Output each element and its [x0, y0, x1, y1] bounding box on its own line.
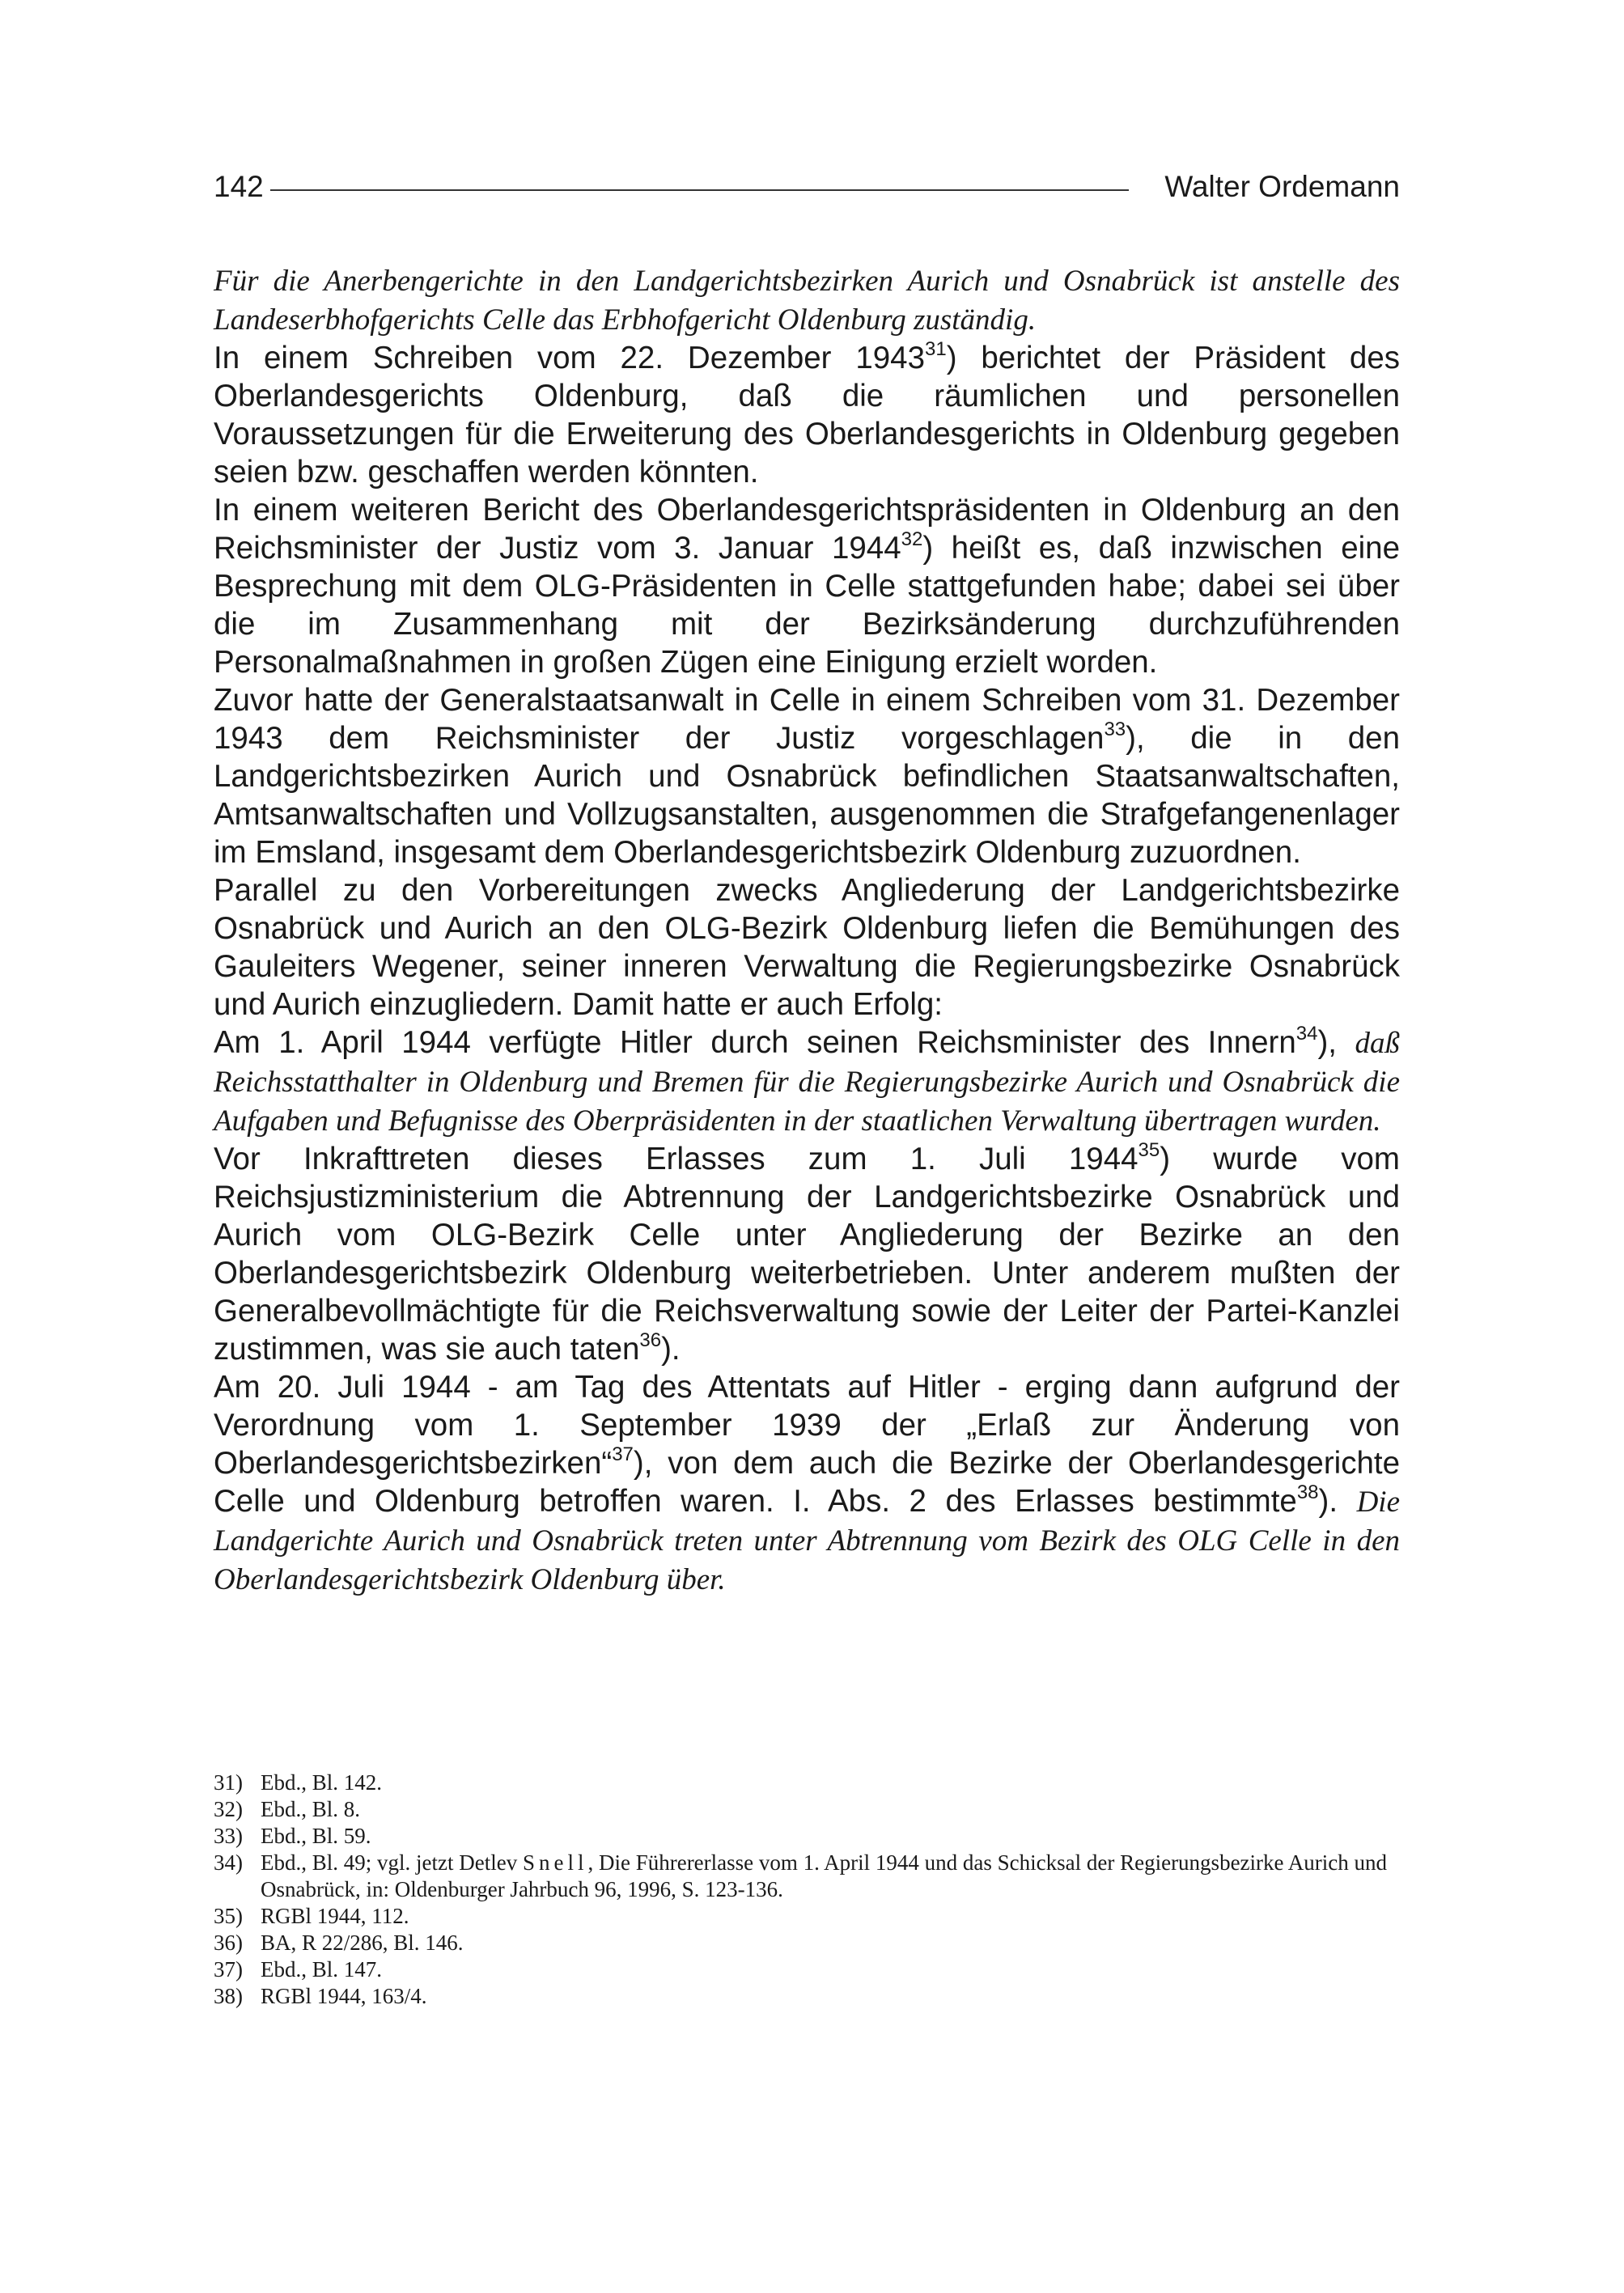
footnote-text: Ebd., Bl. 59. — [261, 1824, 371, 1848]
paragraph-2 — [214, 339, 1400, 491]
author-name: Snell — [522, 1850, 588, 1875]
header-rule — [270, 189, 1129, 191]
footnote-ref[interactable]: 38 — [1296, 1481, 1319, 1503]
italic-quote: daß Reichsstatthalter in Oldenburg und Bremen für die Regierungsbezirke Aurich und Osnabrück die Aufgaben und Befugnisse des Oberpräsidenten in der staatlichen Verwaltung übertragen wurden. — [214, 1027, 1400, 1138]
text-run: ), von dem auch die Bezirke der Oberlandesgerichte Celle und Oldenburg betroffen waren. I. Abs. 2 des Erlasses bestimmte — [214, 1446, 1400, 1519]
footnote-number: 33) — [214, 1824, 243, 1848]
paragraph-8 — [214, 1368, 1400, 1599]
footnote-number: 32) — [214, 1797, 243, 1821]
text-run: , Die Führererlasse vom 1. April 1944 und das Schicksal der Regierungsbezirke Aurich und Osnabrück, in: Oldenburger Jahrbuch 96, 1996, S. 123-136. — [261, 1850, 1387, 1901]
text-run: In einem Schreiben vom 22. Dezember 1943 — [214, 341, 925, 375]
footnote-text — [261, 1850, 1400, 1903]
paragraph-6 — [214, 1024, 1400, 1140]
footnote-ref[interactable]: 34 — [1295, 1023, 1318, 1045]
italic-quote: Die Landgerichte Aurich und Osnabrück treten unter Abtrennung vom Bezirk des OLG Celle in den Oberlandesgerichtsbezirk Oldenburg über. — [214, 1486, 1400, 1596]
footnote-text: RGBl 1944, 112. — [261, 1904, 409, 1928]
page-number: 142 — [214, 170, 264, 203]
text-run: In einem weiteren Bericht des Oberlandesgerichtspräsidenten in Oldenburg an den Reichsminister der Justiz vom 3. Januar 1944 — [214, 493, 1400, 566]
page-header — [214, 167, 1400, 207]
text-run: ) heißt es, daß inzwischen eine Besprechung mit dem OLG-Präsidenten in Celle stattgefunden habe; dabei sei über die im Zusammenhang mit der Bezirksänderung durchzuführenden Personalmaßnahmen in großen Zügen eine Einigung erzielt worden. — [214, 531, 1400, 680]
footnote-ref[interactable]: 31 — [925, 338, 947, 360]
footnote — [214, 1850, 1400, 1903]
footnote-number: 31) — [214, 1770, 243, 1795]
italic-quote: Für die Anerbengerichte in den Landgerichtsbezirken Aurich und Osnabrück ist anstelle des Landeserbhofgerichts Celle das Erbhofgericht Oldenburg zuständig. — [214, 265, 1400, 337]
text-run: ) berichtet der Präsident des Oberlandesgerichts Oldenburg, daß die räumlichen und personellen Voraussetzungen für die Erweiterung des Oberlandesgerichts in Oldenburg gegeben seien bzw. geschaffen werden könnten. — [214, 341, 1400, 490]
text-run: Am 1. April 1944 verfügte Hitler durch seinen Reichsminister des Innern — [214, 1025, 1296, 1060]
footnote — [214, 1930, 1400, 1956]
body-text — [214, 261, 1400, 1599]
footnote-ref[interactable]: 36 — [639, 1329, 662, 1351]
footnote-text: Ebd., Bl. 147. — [261, 1957, 383, 1981]
footnotes — [214, 1770, 1400, 2010]
footnote — [214, 1770, 1400, 1796]
footnote-number: 38) — [214, 1984, 243, 2008]
text-run: ) wurde vom Reichsjustizministerium die Abtrennung der Landgerichtsbezirke Osnabrück und Aurich vom OLG-Bezirk Celle unter Angliederung der Bezirke an den Oberlandesgerichtsbezirk Oldenburg weiterbetrieben. Unter anderem mußten der Generalbevollmächtigte für die Reichsverwaltung sowie der Leiter der Partei-Kanzlei zustimmen, was sie auch taten — [214, 1142, 1400, 1367]
footnote-ref[interactable]: 35 — [1138, 1139, 1160, 1161]
footnote-text: Ebd., Bl. 142. — [261, 1770, 383, 1795]
text-run: ), — [1317, 1025, 1355, 1060]
footnote-ref[interactable]: 32 — [901, 528, 923, 550]
text-run: Ebd., Bl. 49; vgl. jetzt Detlev — [261, 1850, 523, 1875]
text-run: Parallel zu den Vorbereitungen zwecks Angliederung der Landgerichtsbezirke Osnabrück und Aurich an den OLG-Bezirk Oldenburg liefen die Bemühungen des Gauleiters Wegener, seiner inneren Verwaltung die Regierungsbezirke Osnabrück und Aurich einzugliedern. Damit hatte er auch Erfolg: — [214, 873, 1400, 1022]
text-run: Zuvor hatte der Generalstaatsanwalt in Celle in einem Schreiben vom 31. Dezember 1943 dem Reichsminister der Justiz vorgeschlagen — [214, 683, 1400, 756]
footnote-number: 36) — [214, 1931, 243, 1955]
footnote-number: 34) — [214, 1850, 243, 1875]
text-run: ). — [1318, 1484, 1357, 1519]
footnote-ref[interactable]: 37 — [612, 1443, 634, 1465]
footnote-number: 37) — [214, 1957, 243, 1981]
paragraph-4 — [214, 681, 1400, 871]
paragraph-5 — [214, 871, 1400, 1024]
paragraph-3 — [214, 491, 1400, 681]
footnote-text: BA, R 22/286, Bl. 146. — [261, 1931, 464, 1955]
footnote — [214, 1956, 1400, 1983]
paragraph-1 — [214, 261, 1400, 339]
footnote-text: Ebd., Bl. 8. — [261, 1797, 361, 1821]
paragraph-7 — [214, 1140, 1400, 1368]
text-run: Am 20. Juli 1944 - am Tag des Attentats auf Hitler - erging dann aufgrund der Verordnung vom 1. September 1939 der „Erlaß zur Änderung von Oberlandesgerichtsbezirken“ — [214, 1370, 1400, 1481]
text-run: ), die in den Landgerichtsbezirken Aurich und Osnabrück befindlichen Staatsanwaltschaften, Amtsanwaltschaften und Vollzugsanstalten, ausgenommen die Strafgefangenenlager im Emsland, insgesamt dem Oberlandesgerichtsbezirk Oldenburg zuzuordnen. — [214, 721, 1401, 870]
footnote-text: RGBl 1944, 163/4. — [261, 1984, 427, 2008]
footnote-number: 35) — [214, 1904, 243, 1928]
footnote — [214, 1983, 1400, 2010]
footnote — [214, 1823, 1400, 1850]
text-run: Vor Inkrafttreten dieses Erlasses zum 1. Juli 1944 — [214, 1142, 1138, 1176]
footnote — [214, 1796, 1400, 1823]
footnote — [214, 1903, 1400, 1930]
footnote-ref[interactable]: 33 — [1104, 718, 1126, 740]
running-head: Walter Ordemann — [1164, 170, 1400, 203]
text-run: ). — [661, 1332, 681, 1367]
